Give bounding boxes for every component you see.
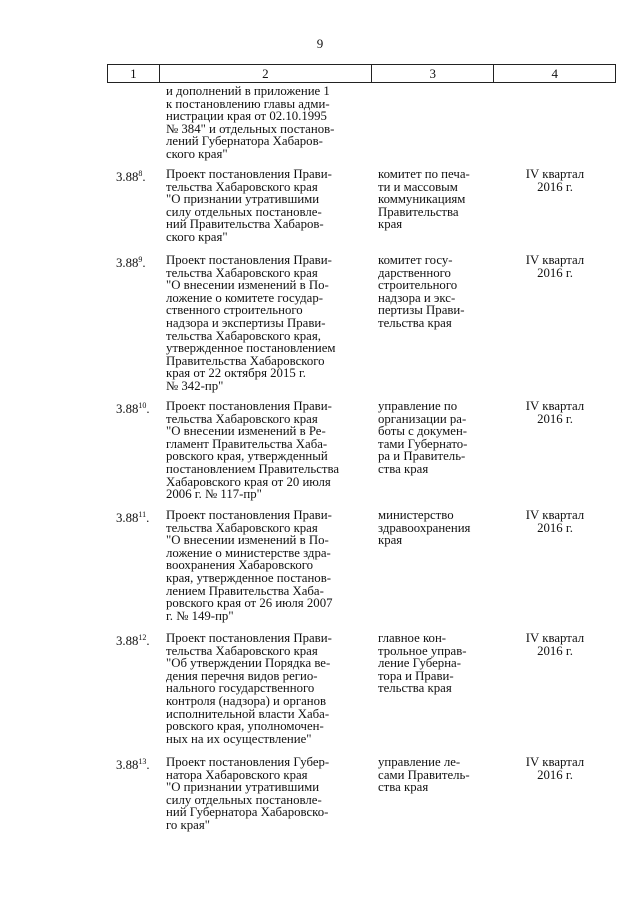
header-col-4: 4 bbox=[551, 66, 558, 81]
row-number: 3.88$^{12}$. bbox=[116, 633, 150, 648]
header-col-3: 3 bbox=[372, 65, 495, 82]
row-title: Проект постановления Прави- тельства Хабаровского края "О внесении изменений в По- ложение о министерстве здра- воохранения Хабаровского края, утвержденное постанов- лением Правительства Хаба- ровского края от 26 июля 2007 г. № 149-пр" bbox=[166, 508, 333, 623]
row-title: Проект постановления Губер- натора Хабаровского края "О признании утратившими силу отдельных постановле- ний Губернатора Хабаровско- го края" bbox=[166, 755, 330, 832]
row-title: Проект постановления Прави- тельства Хабаровского края "О внесении изменений в Ре- гламент Правительства Хаба- ровского края, утвержденный постановлением Правительства Хабаровского края от 20 июля 2006 г. № 117-пр" bbox=[166, 399, 340, 502]
page-number: 9 bbox=[316, 36, 324, 51]
row-number: 3.88$^{13}$. bbox=[116, 757, 150, 772]
row-number: 3.88$^9$. bbox=[116, 255, 146, 270]
continuation-line: и дополнений в приложение 1 bbox=[166, 84, 330, 98]
row-title: Проект постановления Прави- тельства Хабаровского края "Об утверждении Порядка ве- дения перечня видов регио- нального государственного контроля (надзора) и органов исполнительной власти Хаба- ровского края, уполномочен- ных на их осуществление" bbox=[166, 631, 332, 746]
row-title: Проект постановления Прави- тельства Хабаровского края "О признании утратившими силу отдельных постановле- ний Правительства Хабаров- ского края" bbox=[166, 167, 332, 244]
row-term: IV квартал 2016 г. bbox=[525, 167, 585, 194]
table-header bbox=[107, 64, 616, 83]
row-number: 3.88$^{10}$. bbox=[116, 401, 150, 416]
row-term: IV квартал 2016 г. bbox=[525, 399, 585, 426]
row-term: IV квартал 2016 г. bbox=[525, 508, 585, 535]
continuation-line: нистрации края от 02.10.1995 bbox=[166, 109, 327, 124]
row-term: IV квартал 2016 г. bbox=[525, 253, 585, 280]
row-responsible: комитет госу- дарственного строительного надзора и экс- пертизы Прави- тельства края bbox=[378, 253, 465, 330]
continuation-line: ского края" bbox=[166, 146, 228, 161]
continuation-text bbox=[166, 85, 376, 161]
row-number: 3.88$^{11}$. bbox=[116, 510, 150, 525]
row-responsible: министерство здравоохранения края bbox=[378, 508, 471, 548]
header-col-2: 2 bbox=[160, 65, 372, 82]
row-number: 3.88$^8$. bbox=[116, 169, 146, 184]
continuation-line: к постановлению главы адми- bbox=[166, 96, 330, 111]
row-term: IV квартал 2016 г. bbox=[525, 631, 585, 658]
row-responsible: управление по организации ра- боты с докумен- тами Губернато- ра и Правитель- ства края bbox=[378, 399, 468, 476]
continuation-line: № 384" и отдельных постанов- bbox=[166, 121, 335, 136]
row-title: Проект постановления Прави- тельства Хабаровского края "О внесении изменений в По- ложение о комитете государ- ственного строительного надзора и экспертизы Прави- тельства Хабаровского края, утвержденное постановлением Правительства Хабаровского края от 22 октября 2015 г. № 342-пр" bbox=[166, 253, 336, 393]
row-responsible: комитет по печа- ти и массовым коммуникациям Правительства края bbox=[378, 167, 470, 232]
row-responsible: главное кон- трольное управ- ление Губерна- тора и Прави- тельства края bbox=[378, 631, 467, 696]
continuation-line: лений Губернатора Хабаров- bbox=[166, 134, 323, 149]
row-term: IV квартал 2016 г. bbox=[525, 755, 585, 782]
header-col-1: 1 bbox=[108, 65, 160, 82]
row-responsible: управление ле- сами Правитель- ства края bbox=[378, 755, 470, 795]
